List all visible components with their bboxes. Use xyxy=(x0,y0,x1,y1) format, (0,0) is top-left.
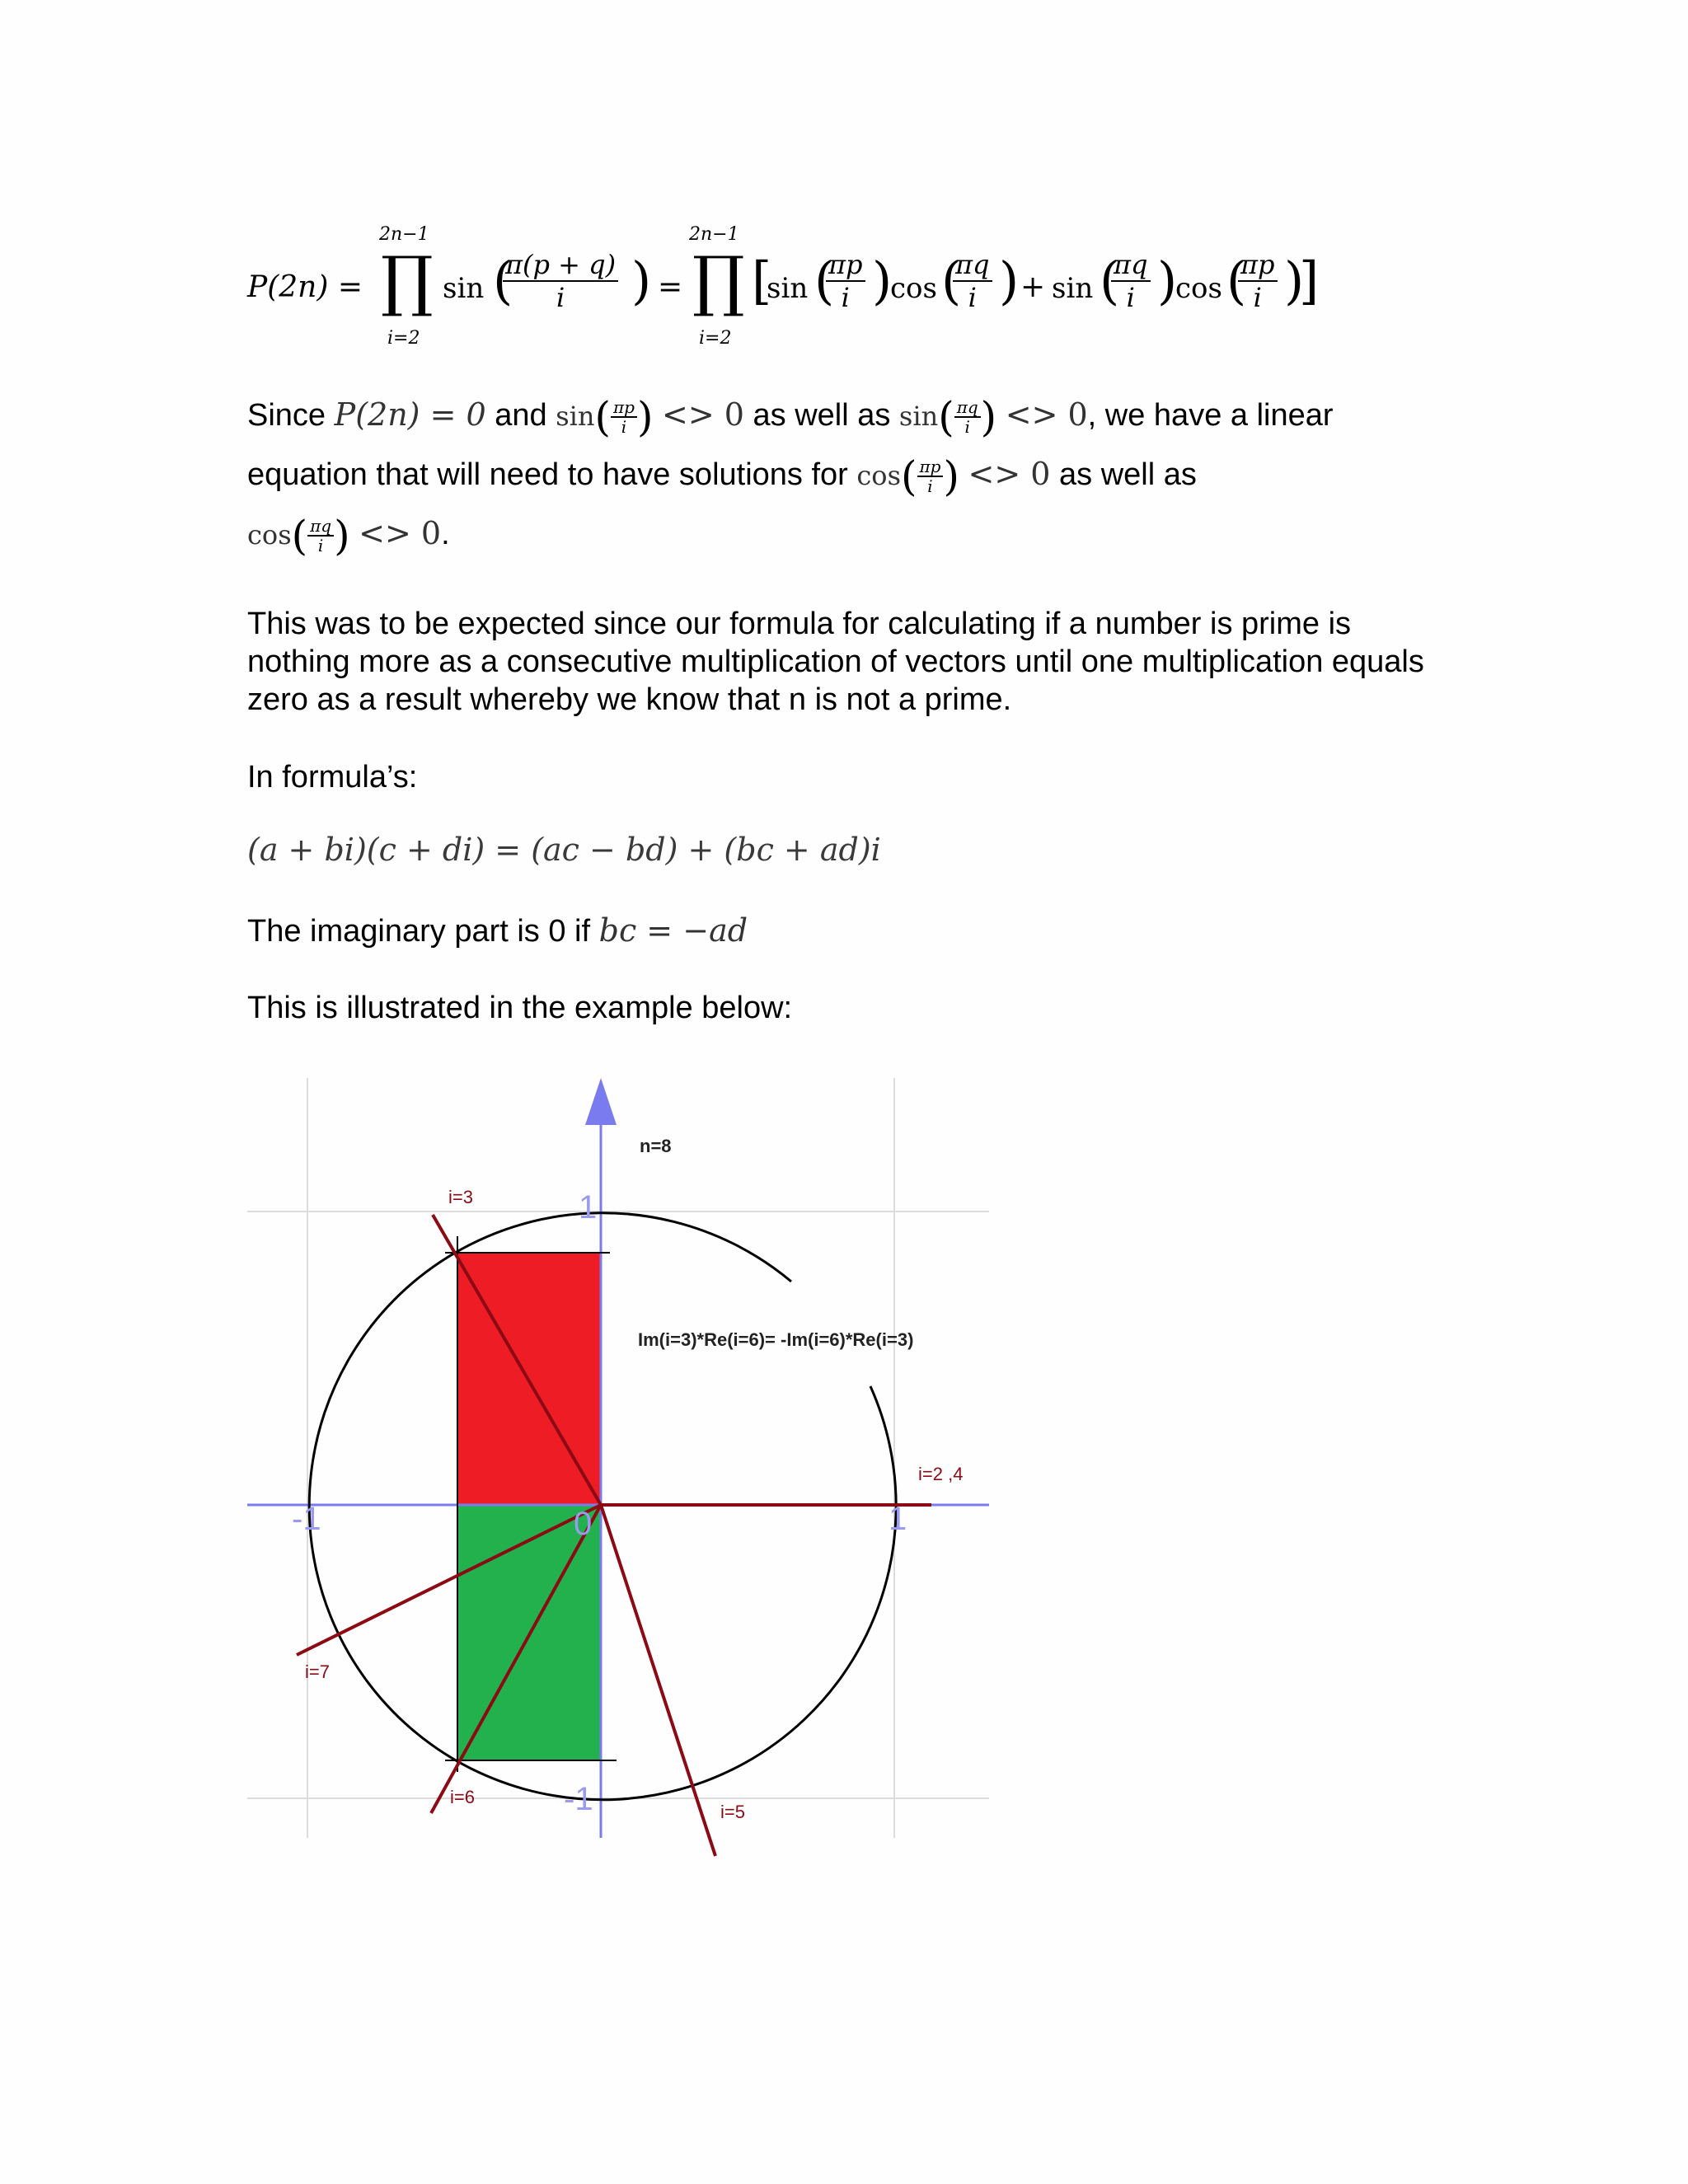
tick-pos-y: 1 xyxy=(579,1189,598,1226)
tick-pos-x: 1 xyxy=(889,1501,907,1537)
fraction-pi-p-plus-q: $\frac{\pi(p + q)}{i}$ xyxy=(503,249,618,313)
product-formula: P(2n) = 2n−1 ∏ i=2 sin ( $\frac{\pi(p + q)}{i}$ ) = 2n−1 ∏ i=2 [ sin ( $\frac{\pi p}{i}$ ) cos ( $\frac{\pi q}{i}$ ) + sin ( $\frac{\pi q}{i}$ ) cos ( $\frac{\pi p}{i}$ ) ] xyxy=(247,224,1320,349)
unit-circle-diagram xyxy=(247,1071,997,1863)
bracket-close: ] xyxy=(1299,251,1320,311)
prod1-lower-limit: i=2 xyxy=(387,328,420,349)
origin-label: 0 xyxy=(574,1506,593,1542)
prod2-lower-limit: i=2 xyxy=(699,328,732,349)
i6-label: i=6 xyxy=(450,1787,475,1807)
fraction-pi-p: $\frac{\pi p}{i}$ xyxy=(826,249,865,313)
paren-close: ) xyxy=(631,251,652,311)
tick-neg-x: -1 xyxy=(292,1501,321,1537)
tick-neg-y: -1 xyxy=(564,1781,593,1817)
i24-label: i=2 ,4 xyxy=(918,1464,964,1484)
paragraph-in-formulas: In formula’s: xyxy=(247,760,418,794)
sin-q-2: sin xyxy=(1052,272,1094,305)
product-symbol-2: ∏ xyxy=(692,242,745,319)
paragraph-expected: This was to be expected since our formula for calculating if a number is prime is nothing more as a consecutive multiplication of vectors until one multiplication equals zero as a result whereby we know that n is not a prime. xyxy=(247,607,1424,717)
bracket-open: [ xyxy=(752,251,772,311)
cos-q-1: cos xyxy=(890,272,937,305)
paren-open: ( xyxy=(493,251,513,311)
sin-function: sin xyxy=(443,272,485,305)
equals-sign: = xyxy=(658,270,683,304)
fraction-pi-p-2: $\frac{\pi p}{i}$ xyxy=(1238,249,1278,313)
fraction-pi-q-2: $\frac{\pi q}{i}$ xyxy=(1111,249,1151,313)
plus-sign: + xyxy=(1020,270,1046,304)
i7-label: i=7 xyxy=(305,1661,330,1682)
formula-lhs: P(2n) = xyxy=(247,270,363,304)
fraction-pi-q: $\frac{\pi q}{i}$ xyxy=(953,249,992,313)
complex-multiplication-equation: (a + bi)(c + di) = (ac − bd) + (bc + ad)i xyxy=(247,832,881,868)
paragraph-since: Since P(2n) = 0 and sin( $\frac{\pi p}{i}$ ) <> 0 as well as sin( $\frac{\pi q}{i}$ ) <> 0, we have a linear equation that will need to have solutions for cos( $\frac{\pi p}{i}$ ) <> 0 as well as cos( $\frac{\pi q}{i}$ ) <> 0. xyxy=(247,393,1334,560)
i3-label: i=3 xyxy=(448,1187,473,1207)
sin-p-1: sin xyxy=(767,272,809,305)
grid-lines xyxy=(247,1078,989,1838)
paragraph-example: This is illustrated in the example below: xyxy=(247,991,793,1025)
y-axis-arrow-icon xyxy=(585,1078,617,1125)
cos-p-2: cos xyxy=(1175,272,1222,305)
n-label: n=8 xyxy=(640,1136,672,1156)
paragraph-imaginary: The imaginary part is 0 if bc = −ad xyxy=(247,912,748,949)
product-symbol-1: ∏ xyxy=(381,242,434,319)
prod2-upper-limit: 2n−1 xyxy=(689,224,739,245)
equation-label: Im(i=3)*Re(i=6)= -Im(i=6)*Re(i=3) xyxy=(638,1329,914,1350)
i5-label: i=5 xyxy=(720,1802,745,1822)
prod1-upper-limit: 2n−1 xyxy=(379,224,429,245)
